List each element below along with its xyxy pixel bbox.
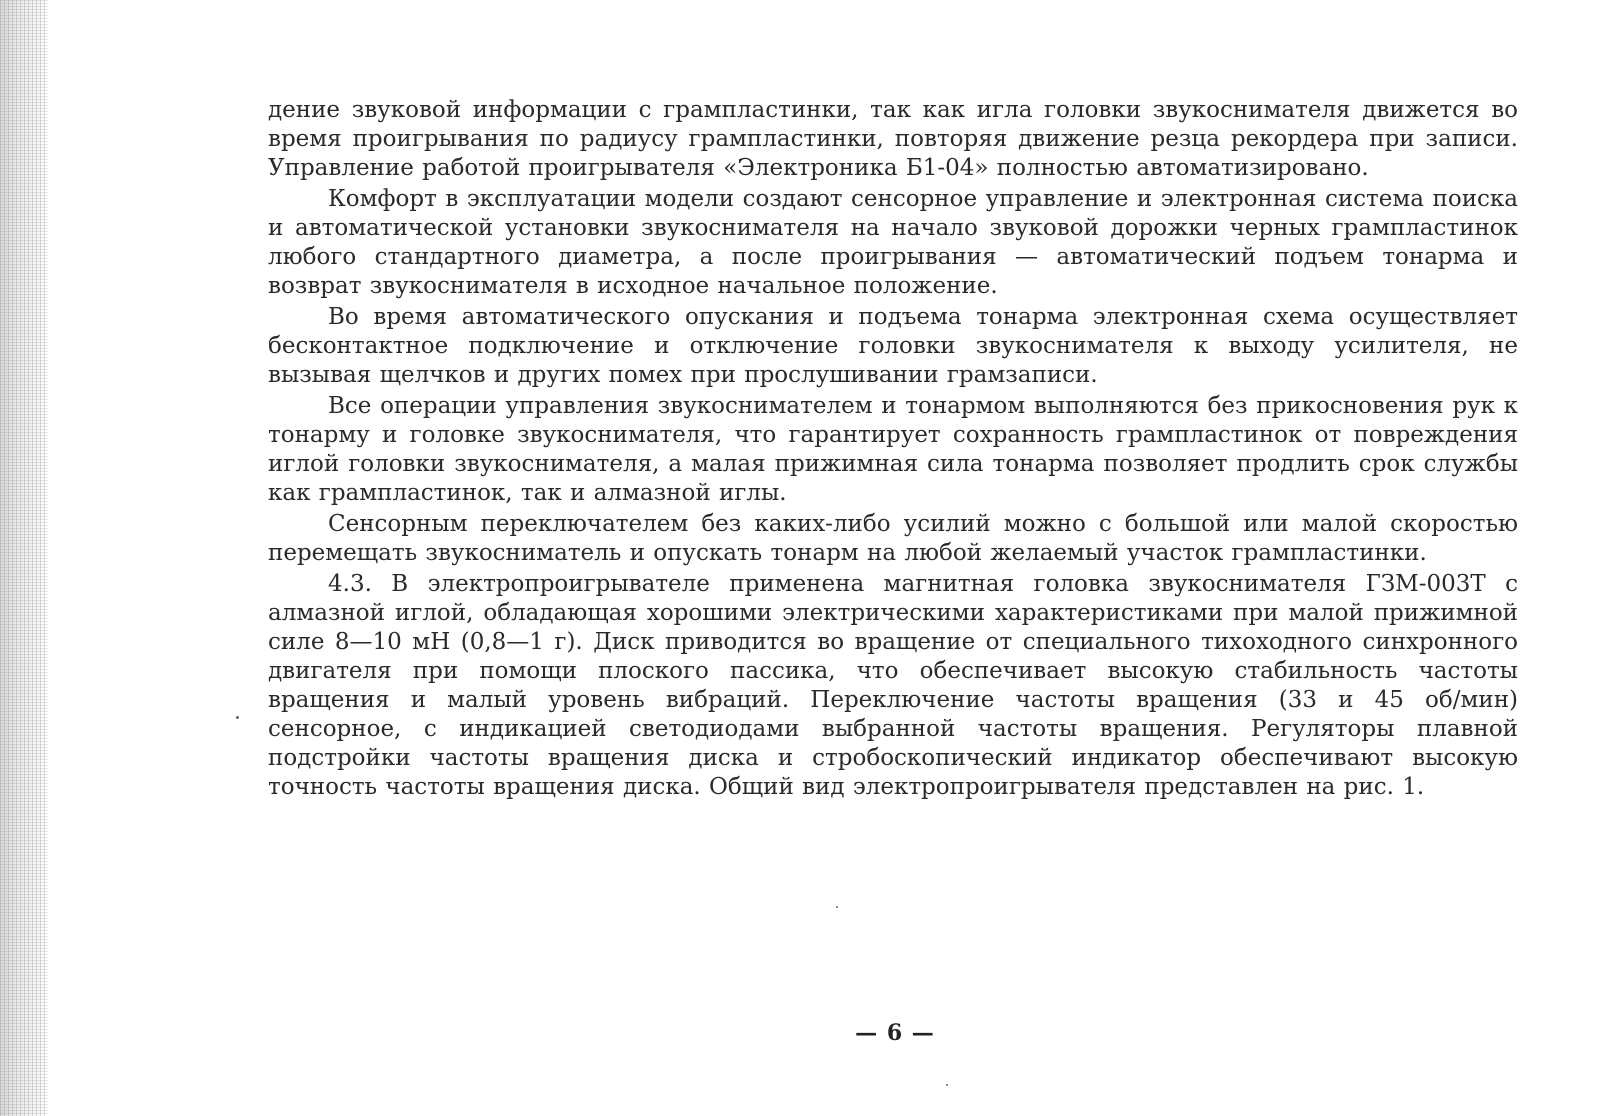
paragraph-operations: Все операции управления звукоснимателем и тонармом выполняются без прикосновения рук к тонарму и головке звукоснимателя, что гарантирует сохранность грампластинок от повреждения иглой головки звукоснимателя, а малая прижимная сила тонарма позволяет продлить срок службы как грампластинок, так и алмазной иглы. — [268, 393, 1518, 506]
scan-speck — [836, 906, 838, 908]
scan-edge-shadow — [0, 0, 48, 1116]
paragraph-sensor-switch: Сенсорным переключателем без каких-либо усилий можно с большой или малой скоростью перемещать звукосниматель и опускать тонарм на любой желаемый участок грампластинки. — [268, 511, 1518, 566]
scan-speck — [946, 1084, 948, 1086]
paragraph-section-4-3: 4.3. В электропроигрывателе применена магнитная головка звукоснимателя ГЗМ-003Т с алмазной иглой, обладающая хорошими электрическими характеристиками при малой прижимной силе 8—10 мН (0,8—1 г). Диск приводится во вращение от специального тихоходного синхронного двигателя при помощи плоского пассика, что обеспечивает высокую стабильность частоты вращения и малый уровень вибраций. Переключение частоты вращения (33 и 45 об/мин) сенсорное, с индикацией светодиодами выбранной частоты вращения. Регуляторы плавной подстройки частоты вращения диска и стробоскопический индикатор обеспечивают высокую точность частоты вращения диска. Общий вид электропроигрывателя представлен на рис. 1. — [268, 571, 1518, 800]
document-body — [268, 96, 1518, 804]
page-number: — 6 — — [855, 1020, 935, 1046]
paragraph-continuation: дение звуковой информации с грампластинки, так как игла головки звукоснимателя движется во время проигрывания по радиусу грампластинки, повторяя движение резца рекордера при записи. Управление работой проигрывателя «Электроника Б1-04» полностью автоматизировано. — [268, 97, 1518, 181]
paragraph-comfort: Комфорт в эксплуатации модели создают сенсорное управление и электронная система поиска и автоматической установки звукоснимателя на начало звуковой дорожки черных грампластинок любого стандартного диаметра, а после проигрывания — автоматический подъем тонарма и возврат звукоснимателя в исходное начальное положение. — [268, 186, 1518, 299]
paragraph-auto-lowering: Во время автоматического опускания и подъема тонарма электронная схема осуществляет бесконтактное подключение и отключение головки звукоснимателя к выходу усилителя, не вызывая щелчков и других помех при прослушивании грамзаписи. — [268, 304, 1518, 388]
scan-speck — [236, 716, 239, 719]
